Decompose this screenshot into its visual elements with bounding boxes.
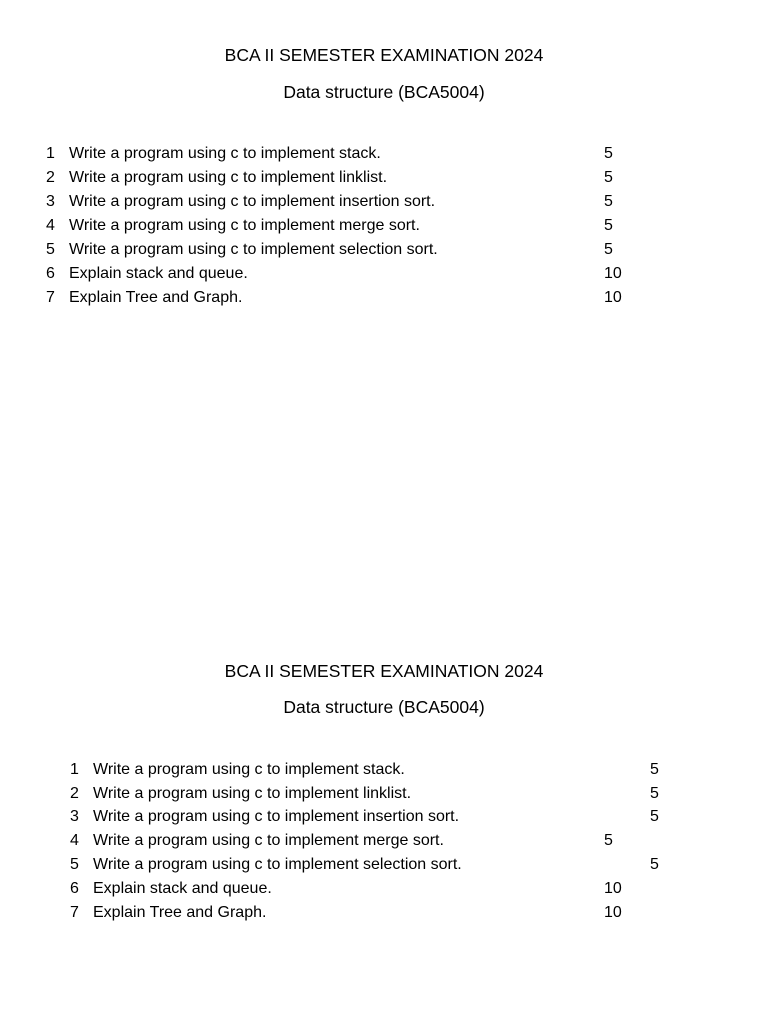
question-row <box>0 782 768 806</box>
question-marks: 5 <box>604 217 613 234</box>
question-row <box>0 262 768 286</box>
question-marks: 10 <box>604 265 622 282</box>
question-row <box>0 190 768 214</box>
question-text: Write a program using c to implement selection sort. <box>69 241 438 258</box>
question-text: Write a program using c to implement linklist. <box>93 785 412 802</box>
question-row <box>0 901 768 925</box>
question-text: Write a program using c to implement stack. <box>93 761 405 778</box>
question-marks: 5 <box>650 856 659 873</box>
question-number: 1 <box>70 761 79 778</box>
question-text: Explain stack and queue. <box>93 880 272 897</box>
question-text: Write a program using c to implement stack. <box>69 145 381 162</box>
question-row <box>0 805 768 829</box>
question-number: 1 <box>46 145 55 162</box>
question-row <box>0 214 768 238</box>
question-number: 3 <box>46 193 55 210</box>
question-row <box>0 166 768 190</box>
question-text: Explain stack and queue. <box>69 265 248 282</box>
question-marks: 5 <box>650 761 659 778</box>
question-row <box>0 758 768 782</box>
question-number: 7 <box>70 904 79 921</box>
paper-1-title: BCA II SEMESTER EXAMINATION 2024 <box>224 45 544 65</box>
question-number: 6 <box>70 880 79 897</box>
question-marks: 5 <box>604 832 613 849</box>
question-marks: 5 <box>604 193 613 210</box>
question-text: Write a program using c to implement linklist. <box>69 169 388 186</box>
paper-2-subtitle: Data structure (BCA5004) <box>283 697 485 717</box>
question-marks: 10 <box>604 289 622 306</box>
question-number: 4 <box>70 832 79 849</box>
question-text: Explain Tree and Graph. <box>93 904 267 921</box>
question-number: 2 <box>70 785 79 802</box>
question-text: Write a program using c to implement selection sort. <box>93 856 462 873</box>
question-text: Explain Tree and Graph. <box>69 289 243 306</box>
paper-2-title: BCA II SEMESTER EXAMINATION 2024 <box>224 661 544 681</box>
question-number: 3 <box>70 808 79 825</box>
question-number: 4 <box>46 217 55 234</box>
question-number: 2 <box>46 169 55 186</box>
question-marks: 5 <box>604 145 613 162</box>
question-number: 5 <box>70 856 79 873</box>
question-row <box>0 877 768 901</box>
question-marks: 5 <box>604 241 613 258</box>
question-row <box>0 238 768 262</box>
paper-1-subtitle: Data structure (BCA5004) <box>283 82 485 102</box>
question-number: 6 <box>46 265 55 282</box>
question-text: Write a program using c to implement insertion sort. <box>69 193 436 210</box>
question-marks: 10 <box>604 904 622 921</box>
question-text: Write a program using c to implement merge sort. <box>69 217 420 234</box>
question-number: 7 <box>46 289 55 306</box>
question-text: Write a program using c to implement insertion sort. <box>93 808 460 825</box>
question-row <box>0 829 768 853</box>
question-row <box>0 853 768 877</box>
question-marks: 5 <box>604 169 613 186</box>
question-row <box>0 286 768 310</box>
question-marks: 5 <box>650 808 659 825</box>
question-row <box>0 142 768 166</box>
question-number: 5 <box>46 241 55 258</box>
question-marks: 10 <box>604 880 622 897</box>
question-marks: 5 <box>650 785 659 802</box>
question-text: Write a program using c to implement merge sort. <box>93 832 444 849</box>
